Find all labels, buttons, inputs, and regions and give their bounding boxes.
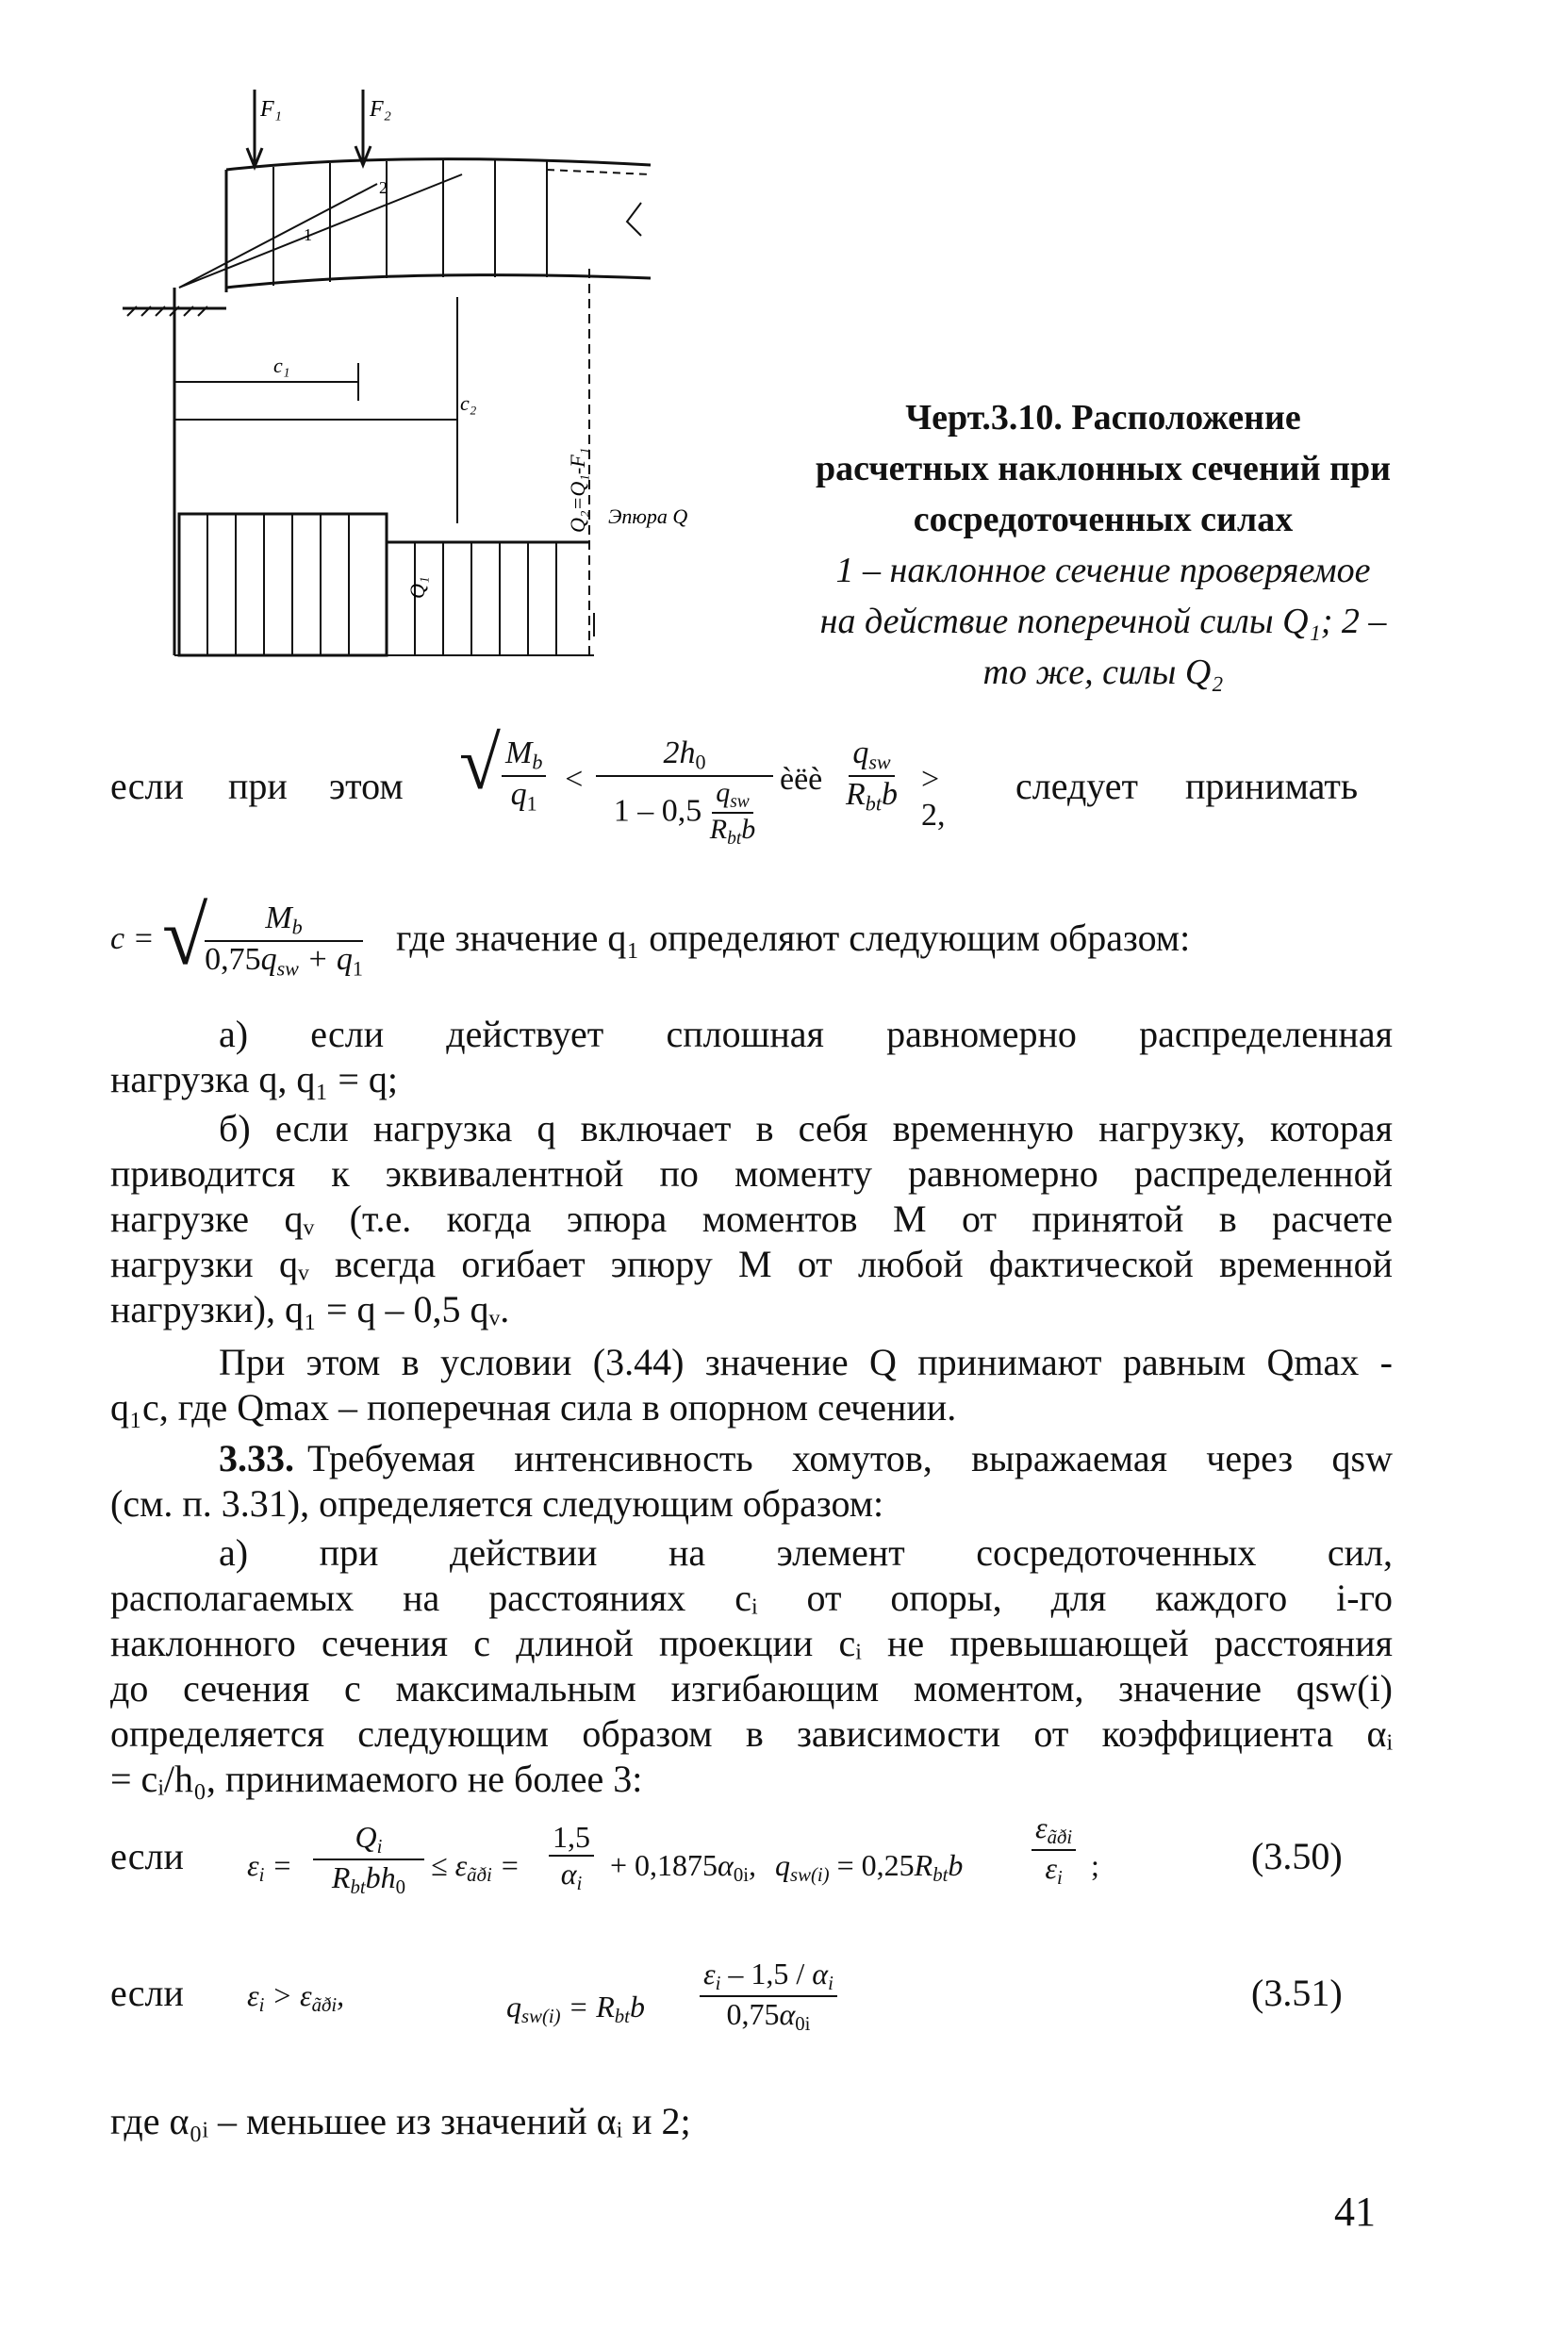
a1-line2: нагрузка q, q₁ = q;: [110, 1058, 399, 1100]
label-c1: c₁: [273, 354, 290, 377]
c-where: где значение q₁ определяют следующим образом:: [396, 917, 1191, 959]
b1-line3: нагрузке qᵥ (т.е. когда эпюра моментов M от принятой в расчете: [110, 1198, 1393, 1240]
label-epure: Эпюра Q: [608, 504, 688, 528]
label-section-1: 1: [304, 225, 312, 244]
a2-line5: определяется следующим образом в зависимости от коэффициента αᵢ: [110, 1712, 1393, 1755]
where-last: где α₀ᵢ – меньшее из значений αᵢ и 2;: [110, 2100, 691, 2142]
label-f2: F₂: [370, 97, 392, 122]
if-2: если: [110, 1972, 184, 2014]
s333-line1-text: Требуемая интенсивность хомутов, выражаемая через qsw: [307, 1437, 1393, 1479]
p-line2: q₁c, где Qmax – поперечная сила в опорном сечении.: [110, 1386, 957, 1429]
b1-line4: нагрузки qᵥ всегда огибает эпюру M от любой фактической временной: [110, 1243, 1393, 1285]
caption-title-line1: Черт.3.10. Расположение: [905, 398, 1301, 438]
label-f1: F₁: [260, 97, 283, 122]
b1-line5: нагрузки), q₁ = q – 0,5 qᵥ.: [110, 1288, 510, 1330]
label-q1: Q₁: [405, 576, 429, 599]
s333-line2: (см. п. 3.31), определяется следующим образом:: [110, 1482, 884, 1525]
section-number: 3.33.: [219, 1437, 294, 1479]
caption-note-line3: то же, силы Q₂: [982, 653, 1224, 692]
b1-line1: б) если нагрузка q включает в себя временную нагрузку, которая: [219, 1107, 1393, 1149]
caption-note-line1: 1 – наклонное сечение проверяемое: [835, 551, 1371, 590]
label-q2: Q₂=Q₁-F₁: [566, 447, 589, 533]
a1-line1: а) если действует сплошная равномерно распределенная: [219, 1013, 1393, 1055]
if-1: если: [110, 1835, 184, 1877]
p-line1: При этом в условии (3.44) значение Q принимают равным Qmax -: [219, 1341, 1393, 1383]
equation-3-51: если $\varepsilon_i > \varepsilon_{ãði}$, $q_{sw(i)} = R_{bt}b$ $\frac{\varepsilon_i - 1,5 / \alpha_i}{0,75\alpha_{0i}}$ (3.51): [110, 1957, 1343, 2036]
section-diagram: [179, 90, 688, 674]
a2-line1: а) при действии на элемент сосредоточенных сил,: [219, 1531, 1393, 1574]
section-3-33-line1: [219, 1435, 1393, 1482]
cond-word-2: при: [228, 765, 288, 807]
page-number: 41: [1334, 2189, 1376, 2235]
b1-line2: приводится к эквивалентной по моменту равномерно распределенной: [110, 1152, 1393, 1195]
eq-3-50-number: (3.50): [1251, 1835, 1343, 1877]
eq-3-51-number: (3.51): [1251, 1972, 1343, 2014]
cond-then: следует принимать: [1015, 765, 1359, 807]
label-section-2: 2: [379, 178, 388, 197]
condition-row: если при этом √ $\frac{M_b}{q_1}$ < $2h_0$ 1 – 0,5 $\frac{q_{sw}}{R_{bt}b}$ èëè $q_{sw}$ $R_{bt}b$ > 2, следует принимать: [110, 722, 1359, 850]
a2-line3: наклонного сечения с длиной проекции cᵢ не превышающей расстояния: [110, 1622, 1393, 1664]
cond-or: èëè: [780, 762, 823, 797]
c-formula: c = √ $M_b$ $0,75q_{sw} + q_1$: [110, 891, 363, 983]
cond-word-3: этом: [329, 765, 404, 807]
a2-line4: до сечения с максимальным изгибающим моментом, значение qsw(i): [110, 1667, 1393, 1710]
caption-note-line2: на действие поперечной силы Q₁; 2 –: [819, 602, 1387, 641]
a2-line2: располагаемых на расстояниях cᵢ от опоры, для каждого i-го: [110, 1577, 1393, 1619]
caption-title-line3: сосредоточенных силах: [913, 500, 1294, 539]
label-c2: c₂: [460, 391, 477, 415]
figure-caption: [783, 392, 1424, 698]
a2-line6: = cᵢ/h₀, принимаемого не более 3:: [110, 1758, 643, 1800]
caption-title-line2: расчетных наклонных сечений при: [816, 449, 1391, 488]
equation-3-50: если $\varepsilon_i$ = $Q_i$ $R_{bt}bh_0$ ≤ $\varepsilon_{ãði}$ = $\frac{1,5}{\alpha_i}$ + $0,1875\alpha_{0i}$, $q_{sw(i)} = 0,25R_{bt}b$ $\varepsilon_{ãði}$ $\varepsilon_i$ ; (3.50): [110, 1810, 1343, 1899]
cond-word-1: если: [110, 765, 184, 807]
